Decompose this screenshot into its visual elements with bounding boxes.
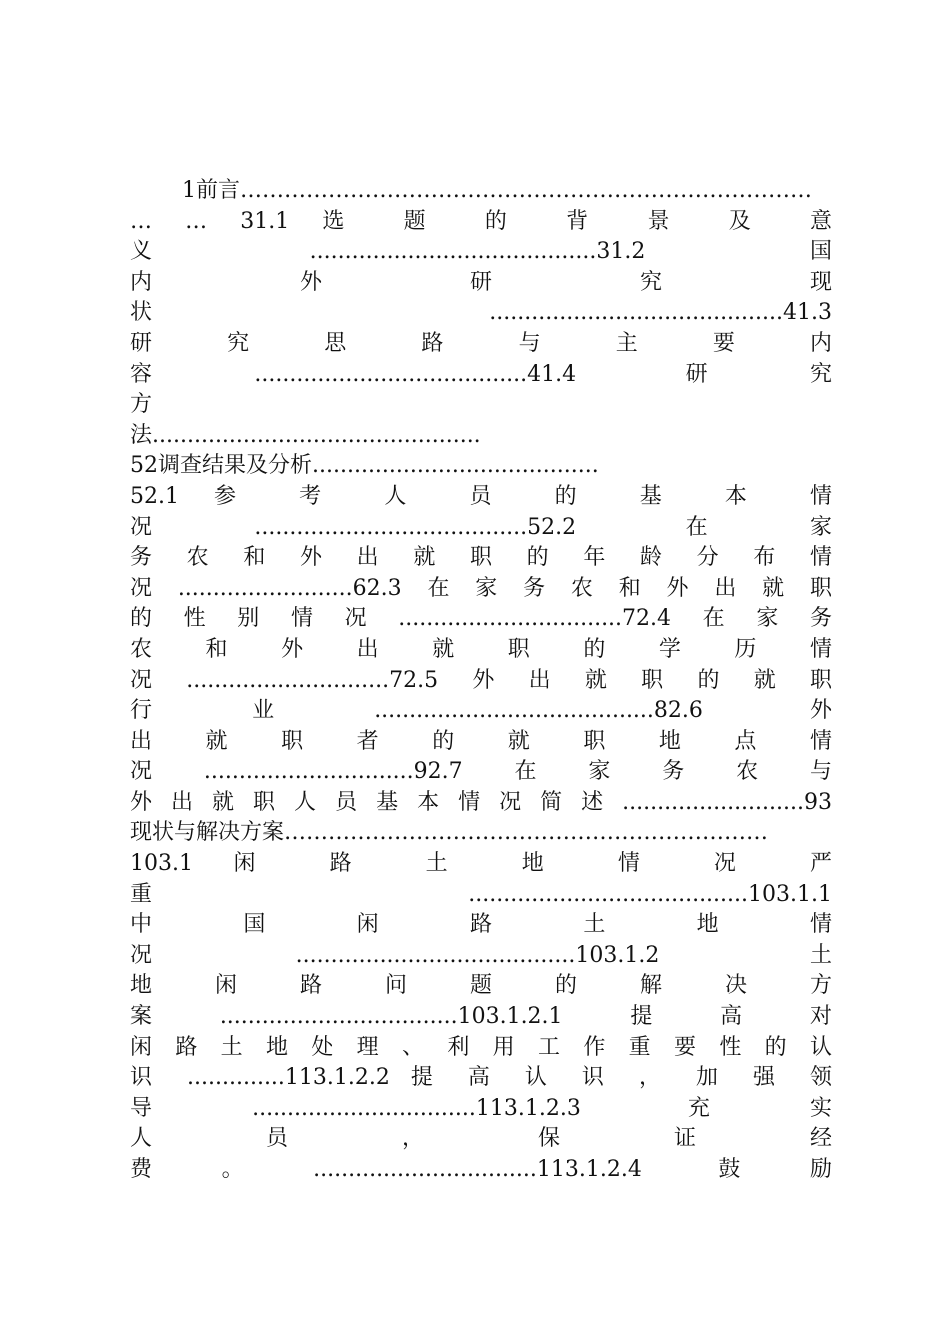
toc-line: 1前言…………………………………………………………………… [182, 178, 812, 203]
toc-line: 况.......................................52.2 在家 [130, 514, 832, 540]
toc-line: 况.............................72.5外出就职的就职 [130, 667, 832, 693]
toc-line: 案..................................103.1.2.1提高对 [130, 1004, 832, 1030]
toc-line: 况.........................62.3在家务农和外出就职 [130, 575, 832, 601]
toc-line: 研 究 思 路 与 主 要 内 [130, 330, 832, 356]
toc-line: 重 ........................................103.1.1 [130, 881, 832, 907]
toc-line: 闲 路 土 地 处 理 、 利 用 工 作 重 要 性 的 认 [130, 1034, 832, 1060]
toc-line: 现状与解决方案………………………………………………………… [130, 820, 769, 846]
toc-line: 容.......................................41.4 研究 [130, 361, 832, 387]
toc-line: 的性别情况................................72.4在家务 [130, 606, 832, 632]
toc-line: 费。................................113.1.2.4 鼓励 [130, 1157, 832, 1182]
toc-line: 导................................113.1.2.3 充实 [130, 1095, 832, 1121]
toc-line: 状 ..........................................41.3 [130, 300, 832, 326]
toc-line: 中 国 闲 路 土 地 情 [130, 912, 832, 938]
toc-line: 行业........................................82.6 外 [130, 698, 832, 724]
toc-line: 识 ..............113.1.2.2 提 高 认 识 ， 加 强 领 [130, 1065, 832, 1091]
toc-line: 务 农 和 外 出 就 职 的 年 龄 分 布 情 [130, 545, 832, 571]
toc-line: 农 和 外 出 就 职 的 学 历 情 [130, 636, 832, 662]
toc-line: 人 员 ， 保 证 经 [130, 1126, 832, 1152]
toc-line: 103.1 闲 路 土 地 情 况 严 [130, 851, 832, 877]
toc-line: 52.1 参 考 人 员 的 基 本 情 [130, 483, 832, 509]
toc-line: 义.........................................31.2 国 [130, 239, 832, 265]
toc-line: 况..............................92.7在家务农与 [130, 759, 832, 785]
toc-line: 况........................................103.1.2 土 [130, 942, 832, 968]
table-of-contents [130, 176, 832, 1186]
toc-line: 法............................................... [130, 422, 481, 448]
toc-line: 地 闲 路 问 题 的 解 决 方 [130, 973, 832, 999]
toc-line: 52调查结果及分析......................................... [130, 453, 599, 479]
toc-line: 内 外 研 究 现 [130, 269, 832, 295]
toc-line: 出 就 职 者 的 就 职 地 点 情 [130, 728, 832, 754]
toc-line: … … 31.1 选 题 的 背 景 及 意 [130, 208, 832, 234]
toc-line: 方 [130, 392, 153, 418]
toc-line: 外出就职人员基本情况简述..........................93 [130, 789, 832, 815]
